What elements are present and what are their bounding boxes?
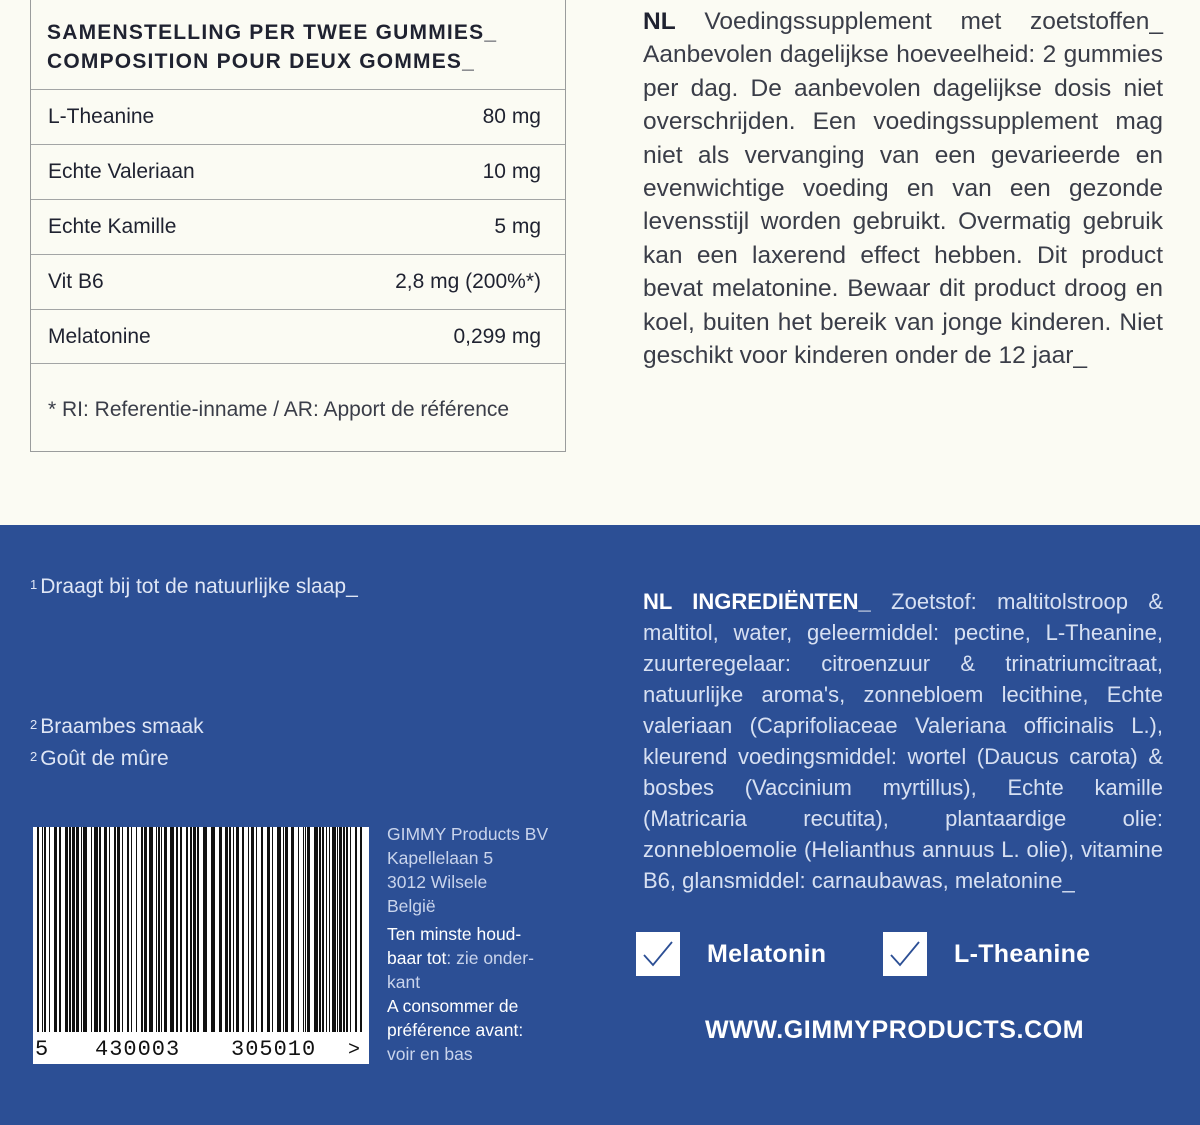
barcode-bar xyxy=(233,827,234,1042)
barcode-digit-left: 5 xyxy=(35,1037,49,1062)
flavor-fr xyxy=(30,747,169,771)
barcode-bar xyxy=(104,827,107,1042)
barcode-bar xyxy=(329,827,330,1042)
nutrition-rows xyxy=(31,89,565,364)
barcode-bar xyxy=(76,827,79,1042)
barcode-bar xyxy=(193,827,196,1042)
row-name: Echte Valeriaan xyxy=(48,160,195,183)
barcode-bar xyxy=(114,827,116,1042)
barcode-bar xyxy=(355,827,357,1042)
row-amount: 0,299 mg xyxy=(453,324,541,348)
best-before-nl-value2: kant xyxy=(387,972,421,992)
barcode-bar xyxy=(242,827,244,1042)
barcode-bar xyxy=(283,827,284,1042)
sleep-claim xyxy=(30,575,358,599)
barcode-bar xyxy=(180,827,182,1042)
barcode-bar xyxy=(256,827,257,1042)
barcode-bar xyxy=(350,827,351,1042)
barcode-bar xyxy=(91,827,92,1042)
barcode-bar xyxy=(277,827,281,1042)
barcode-bar xyxy=(322,827,324,1042)
barcode-bar xyxy=(225,827,228,1042)
barcode-bar xyxy=(170,827,174,1042)
company-street: Kapellelaan 5 xyxy=(387,848,494,868)
barcode-bar xyxy=(94,827,98,1042)
barcode-bar xyxy=(272,827,273,1042)
barcode xyxy=(33,827,369,1064)
company-name: GIMMY Products BV xyxy=(387,824,549,844)
flavor-nl xyxy=(30,715,204,739)
badge-label: Melatonin xyxy=(707,939,827,968)
best-before-fr-label2: préférence avant: xyxy=(387,1020,524,1040)
barcode-bar xyxy=(291,827,294,1042)
barcode-bar xyxy=(117,827,120,1042)
footnote-mark: 2 xyxy=(30,749,38,764)
barcode-bar xyxy=(65,827,68,1042)
row-amount: 2,8 mg (200%*) xyxy=(395,270,541,293)
barcode-bar xyxy=(109,827,110,1042)
reference-footnote: * RI: Referentie-inname / AR: Apport de référence xyxy=(48,398,510,421)
badge-melatonin xyxy=(636,932,826,976)
barcode-bar xyxy=(186,827,188,1042)
footnote-mark: 2 xyxy=(30,717,38,732)
barcode-bar xyxy=(326,827,327,1042)
table-row xyxy=(31,309,565,364)
barcode-bar xyxy=(161,827,162,1042)
header-fr: COMPOSITION POUR DEUX GOMMES_ xyxy=(47,50,476,73)
barcode-bar xyxy=(59,827,61,1042)
barcode-bar xyxy=(267,827,270,1042)
barcode-digits-group2: 305010 xyxy=(231,1037,317,1062)
barcode-bar xyxy=(99,827,101,1042)
table-row xyxy=(31,254,565,309)
barcode-bar xyxy=(149,827,153,1042)
barcode-bar xyxy=(251,827,254,1042)
nutrition-table xyxy=(30,0,566,452)
barcode-bar xyxy=(332,827,336,1042)
barcode-bar xyxy=(158,827,160,1042)
row-name: Vit B6 xyxy=(48,270,104,293)
company-country: België xyxy=(387,896,436,916)
barcode-bar xyxy=(285,827,288,1042)
barcode-bar xyxy=(141,827,143,1042)
barcode-bar xyxy=(360,827,362,1042)
barcode-bar xyxy=(44,827,46,1042)
usage-paragraph xyxy=(643,5,1163,372)
flavor-fr-text: Goût de mûre xyxy=(40,747,169,770)
badge-label: L-Theanine xyxy=(954,939,1091,968)
barcode-digits-group1: 430003 xyxy=(95,1037,181,1062)
barcode-bar xyxy=(346,827,348,1042)
barcode-bar xyxy=(211,827,215,1042)
row-name: Melatonine xyxy=(48,324,151,348)
barcode-bar xyxy=(197,827,199,1042)
table-row xyxy=(31,89,565,144)
usage-text: Voedingssupplement met zoetstoffen_ Aanbevolen dagelijkse hoeveelheid: 2 gummies per dag. De aanbevolen dagelijkse dosis niet overschrijden. Een voedingssupplement mag niet als vervanging van een gevarieerde en evenwichtige voeding en van een gezonde levensstijl worden gebruikt. Overmatig gebruik kan een laxerend effect hebben. Dit product bevat melatonine. Bewaar dit product droog en koel, buiten het bereik van jonge kinderen. Niet geschikt voor kinderen onder de 12 jaar_ xyxy=(643,8,1163,370)
company-city: 3012 Wilsele xyxy=(387,872,488,892)
badge-l-theanine xyxy=(883,932,1090,976)
barcode-bar xyxy=(337,827,338,1042)
barcode-bar xyxy=(298,827,299,1042)
barcode-bar xyxy=(144,827,147,1042)
barcode-bar xyxy=(261,827,263,1042)
barcode-bar xyxy=(339,827,342,1042)
barcode-bar xyxy=(131,827,132,1042)
best-before-fr-label1: A consommer de xyxy=(387,996,519,1016)
barcode-bar xyxy=(314,827,318,1042)
barcode-bar xyxy=(136,827,137,1042)
barcode-bar xyxy=(219,827,222,1042)
barcode-digit-right: > xyxy=(348,1039,361,1062)
row-name: Echte Kamille xyxy=(48,215,177,238)
sleep-claim-text: Draagt bij tot de natuurlijke slaap_ xyxy=(40,575,358,598)
ingredients-tag: NL INGREDIËNTEN_ xyxy=(643,589,871,614)
barcode-bar xyxy=(164,827,167,1042)
top-panel xyxy=(0,0,1200,525)
barcode-bar xyxy=(127,827,129,1042)
table-row xyxy=(31,144,565,199)
barcode-bar xyxy=(343,827,345,1042)
barcode-bar xyxy=(49,827,50,1042)
flavor-nl-text: Braambes smaak xyxy=(40,715,204,738)
best-before-nl-label: Ten minste houd- xyxy=(387,924,522,944)
barcode-bar xyxy=(307,827,310,1042)
barcode-bar xyxy=(236,827,239,1042)
row-amount: 10 mg xyxy=(482,160,541,183)
barcode-bar xyxy=(69,827,71,1042)
language-tag: NL xyxy=(643,8,676,35)
ingredients-paragraph xyxy=(643,586,1163,896)
checkmark-icon xyxy=(883,932,927,976)
best-before-nl-value: : zie onder- xyxy=(446,948,534,968)
checkmark-icon xyxy=(636,932,680,976)
barcode-bar xyxy=(83,827,87,1042)
best-before-nl-label2: baar tot xyxy=(387,948,447,968)
barcode-bars xyxy=(33,827,369,1064)
table-row xyxy=(31,199,565,254)
row-amount: 80 mg xyxy=(482,105,541,128)
barcode-bar xyxy=(303,827,304,1042)
nutrition-table-header xyxy=(47,18,497,76)
barcode-bar xyxy=(305,827,306,1042)
barcode-bar xyxy=(203,827,207,1042)
company-info xyxy=(387,822,567,1066)
footnote-mark: 1 xyxy=(30,577,38,592)
ingredients-text: Zoetstof: maltitolstroop & maltitol, water, geleermiddel: pectine, L-Theanine, zuurteregelaar: citroenzuur & trinatriumcitraat, natuurlijke aroma's, zonnebloem lecithine, Echte valeriaan (Caprifoliaceae Valeriana officinalis L.), kleurend voedingsmiddel: wortel (Daucus carota) & bosbes (Vaccinium myrtillus), Echte kamille (Matricaria recutita), plantaardige olie: zonnebloemolie (Helianthus annuus L. olie), vitamine B6, glansmiddel: carnaubawas, melatonine_ xyxy=(643,589,1163,893)
barcode-bar xyxy=(229,827,231,1042)
barcode-bar xyxy=(156,827,157,1042)
barcode-bar xyxy=(81,827,82,1042)
barcode-bar xyxy=(72,827,75,1042)
website-link[interactable]: WWW.GIMMYPRODUCTS.COM xyxy=(705,1016,1085,1044)
barcode-bar xyxy=(122,827,123,1042)
row-name: L-Theanine xyxy=(48,105,155,128)
barcode-bar xyxy=(54,827,57,1042)
barcode-bar xyxy=(42,827,43,1042)
barcode-bar xyxy=(176,827,178,1042)
barcode-bar xyxy=(319,827,321,1042)
best-before-nl xyxy=(387,946,567,970)
best-before-fr-value: voir en bas xyxy=(387,1044,473,1064)
barcode-bar xyxy=(37,827,39,1042)
header-nl: SAMENSTELLING PER TWEE GUMMIES_ xyxy=(47,21,498,44)
row-amount: 5 mg xyxy=(494,215,541,238)
barcode-bar xyxy=(190,827,192,1042)
barcode-bar xyxy=(248,827,249,1042)
